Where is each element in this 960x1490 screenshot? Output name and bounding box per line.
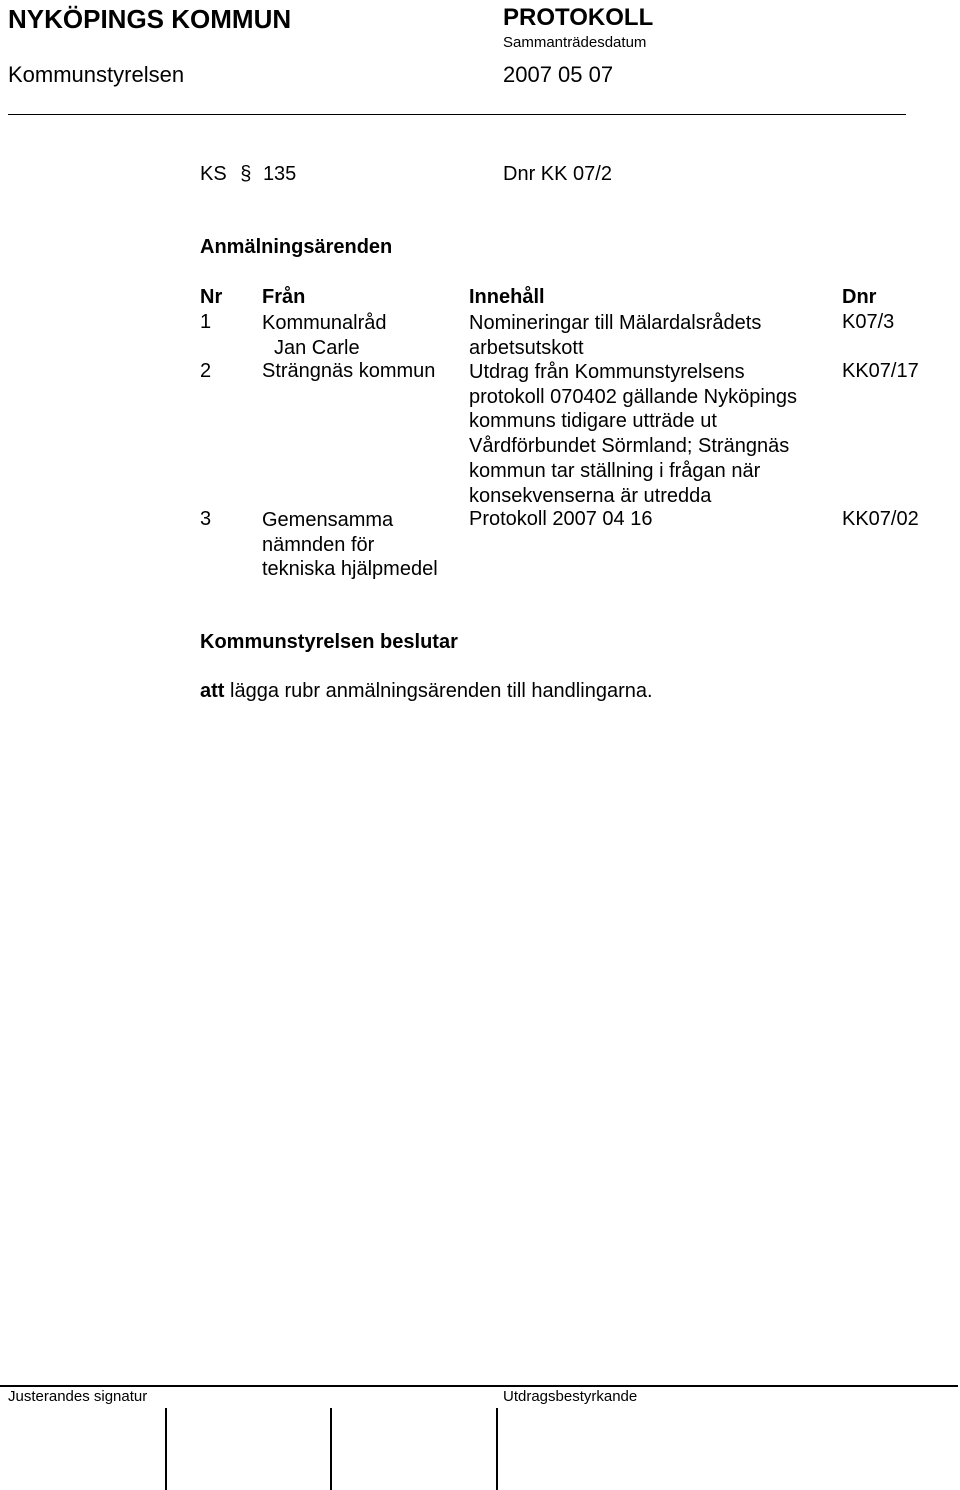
row-3-innehall-line: Protokoll 2007 04 16 xyxy=(469,508,653,530)
case-ks xyxy=(200,163,296,185)
org-name: NYKÖPINGS KOMMUN xyxy=(8,4,292,34)
extract-label: Utdragsbestyrkande xyxy=(503,1388,638,1405)
row-1-fran-line: Jan Carle xyxy=(274,336,360,359)
case-dnr: Dnr KK 07/2 xyxy=(503,163,612,185)
committee-name: Kommunstyrelsen xyxy=(8,62,185,87)
row-2-innehall-line: kommuns tidigare utträde ut xyxy=(469,410,717,433)
decision-text xyxy=(200,680,653,702)
header-fran: Från xyxy=(262,286,306,308)
row-2-nr: 2 xyxy=(200,360,212,382)
row-1-innehall-line: Nomineringar till Mälardalsrådets xyxy=(469,312,762,334)
page-title: Anmälningsärenden xyxy=(200,236,393,258)
row-3-dnr: KK07/02 xyxy=(842,508,919,530)
case-number: 135 xyxy=(262,163,297,185)
ks-label: KS xyxy=(200,163,227,185)
row-1-nr: 1 xyxy=(200,311,212,333)
row-1-dnr: K07/3 xyxy=(842,311,895,333)
decision-att: att xyxy=(200,680,225,702)
signature-box-divider xyxy=(496,1408,498,1490)
meeting-date: 2007 05 07 xyxy=(503,62,614,87)
signature-box-divider xyxy=(330,1408,332,1490)
row-3-fran-line: Gemensamma xyxy=(262,509,394,531)
row-3-fran-line: tekniska hjälpmedel xyxy=(262,558,438,581)
section-symbol: § xyxy=(240,163,252,185)
header-dnr: Dnr xyxy=(842,286,877,308)
row-2-fran-line: Strängnäs kommun xyxy=(262,360,436,382)
row-3-fran xyxy=(262,508,438,582)
row-1-innehall-line: arbetsutskott xyxy=(469,336,584,359)
row-2-fran xyxy=(262,360,435,382)
row-3-nr: 3 xyxy=(200,508,212,530)
row-2-innehall-line: konsekvenserna är utredda xyxy=(469,484,712,507)
row-3-innehall xyxy=(469,508,652,530)
row-2-innehall xyxy=(469,360,797,508)
date-label: Sammanträdesdatum xyxy=(503,34,647,51)
row-1-fran xyxy=(262,311,387,360)
header-nr: Nr xyxy=(200,286,223,308)
row-2-dnr: KK07/17 xyxy=(842,360,919,382)
footer-divider xyxy=(0,1385,958,1387)
row-1-innehall xyxy=(469,311,761,360)
decision-body: lägga rubr anmälningsärenden till handlingarna. xyxy=(230,680,653,702)
row-2-innehall-line: protokoll 070402 gällande Nyköpings xyxy=(469,385,798,408)
header-divider xyxy=(8,114,906,115)
header-innehall: Innehåll xyxy=(469,286,545,308)
row-2-innehall-line: Utdrag från Kommunstyrelsens xyxy=(469,361,745,383)
doc-type: PROTOKOLL xyxy=(503,4,654,31)
decision-heading: Kommunstyrelsen beslutar xyxy=(200,631,458,653)
row-1-fran-line: Kommunalråd xyxy=(262,312,387,334)
signature-box-divider xyxy=(165,1408,167,1490)
row-2-innehall-line: kommun tar ställning i frågan när xyxy=(469,459,761,482)
signature-label: Justerandes signatur xyxy=(8,1388,148,1405)
row-2-innehall-line: Vårdförbundet Sörmland; Strängnäs xyxy=(469,435,790,458)
row-3-fran-line: nämnden för xyxy=(262,533,375,556)
